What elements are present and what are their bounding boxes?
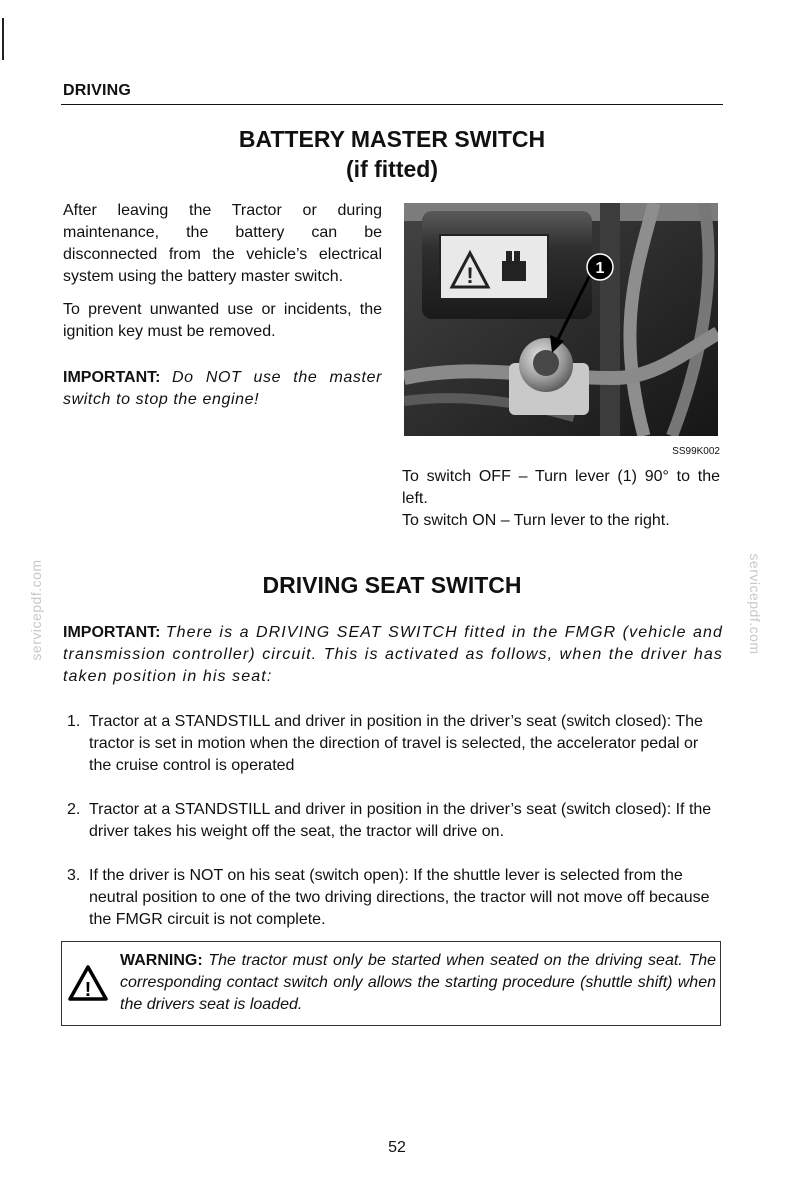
- important-text: Do NOT use the master switch to stop the engine!: [63, 369, 383, 408]
- section-header: DRIVING: [63, 82, 132, 99]
- battery-paragraph-2: To prevent unwanted use or incidents, the ignition key must be removed.: [63, 301, 382, 340]
- switch-instructions: [402, 466, 720, 532]
- header-rule: [61, 104, 723, 105]
- battery-subtitle: (if fitted): [346, 156, 438, 182]
- battery-title: BATTERY MASTER SWITCH: [238, 126, 546, 152]
- list-number: 2.: [67, 801, 81, 818]
- page-number: 52: [388, 1139, 406, 1156]
- watermark-left: servicepdf.com: [28, 559, 44, 661]
- page-edge-mark: [2, 18, 4, 60]
- switch-off-instruction: To switch OFF – Turn lever (1) 90° to the left.: [402, 468, 720, 507]
- battery-paragraph-1: After leaving the Tractor or during maintenance, the battery can be disconnected from the vehicle’s electrical system using the battery master switch.: [63, 202, 382, 285]
- seat-important-note: [63, 622, 723, 688]
- battery-switch-photo: [404, 203, 718, 436]
- switch-on-instruction: To switch ON – Turn lever to the right.: [402, 512, 670, 529]
- warning-text-block: [120, 950, 716, 1016]
- battery-text-column: [63, 200, 382, 411]
- warning-text: The tractor must only be started when seated on the driving seat. The corresponding contact switch only allows the starting procedure (shuttle shift) when the drivers seat is loaded.: [120, 952, 716, 1013]
- list-item: [63, 799, 723, 843]
- warning-triangle-icon: [67, 964, 109, 1002]
- figure-code: SS99K002: [672, 446, 720, 457]
- important-text: There is a DRIVING SEAT SWITCH fitted in the FMGR (vehicle and transmission controller) circuit. This is activated as follows, when the driver has taken position in his seat:: [63, 624, 723, 685]
- list-number: 1.: [67, 713, 81, 730]
- important-label: IMPORTANT:: [63, 369, 161, 386]
- figure-callout-1: 1: [595, 260, 605, 277]
- seat-switch-list: [63, 711, 723, 953]
- list-item: [63, 711, 723, 777]
- list-item: [63, 865, 723, 931]
- list-text: Tractor at a STANDSTILL and driver in position in the driver’s seat (switch closed): If the driver takes his weight off the seat, the tractor will drive on.: [89, 801, 712, 840]
- list-text: Tractor at a STANDSTILL and driver in position in the driver’s seat (switch closed): The tractor is set in motion when the direction of travel is selected, the accelerator pedal or the cruise control is operated: [89, 713, 703, 774]
- warning-label: WARNING:: [120, 952, 203, 969]
- list-number: 3.: [67, 867, 81, 884]
- warning-icon-glyph: !: [84, 979, 92, 1001]
- watermark-right: servicepdf.com: [747, 553, 763, 655]
- list-text: If the driver is NOT on his seat (switch open): If the shuttle lever is selected from the neutral position to one of the two driving directions, the tractor will not move off because the FMGR circuit is not complete.: [89, 867, 710, 928]
- battery-important-note: [63, 367, 382, 411]
- svg-text:!: !: [466, 263, 474, 288]
- warning-box: [61, 941, 721, 1026]
- important-label: IMPORTANT:: [63, 624, 161, 641]
- seat-switch-title: DRIVING SEAT SWITCH: [262, 572, 522, 598]
